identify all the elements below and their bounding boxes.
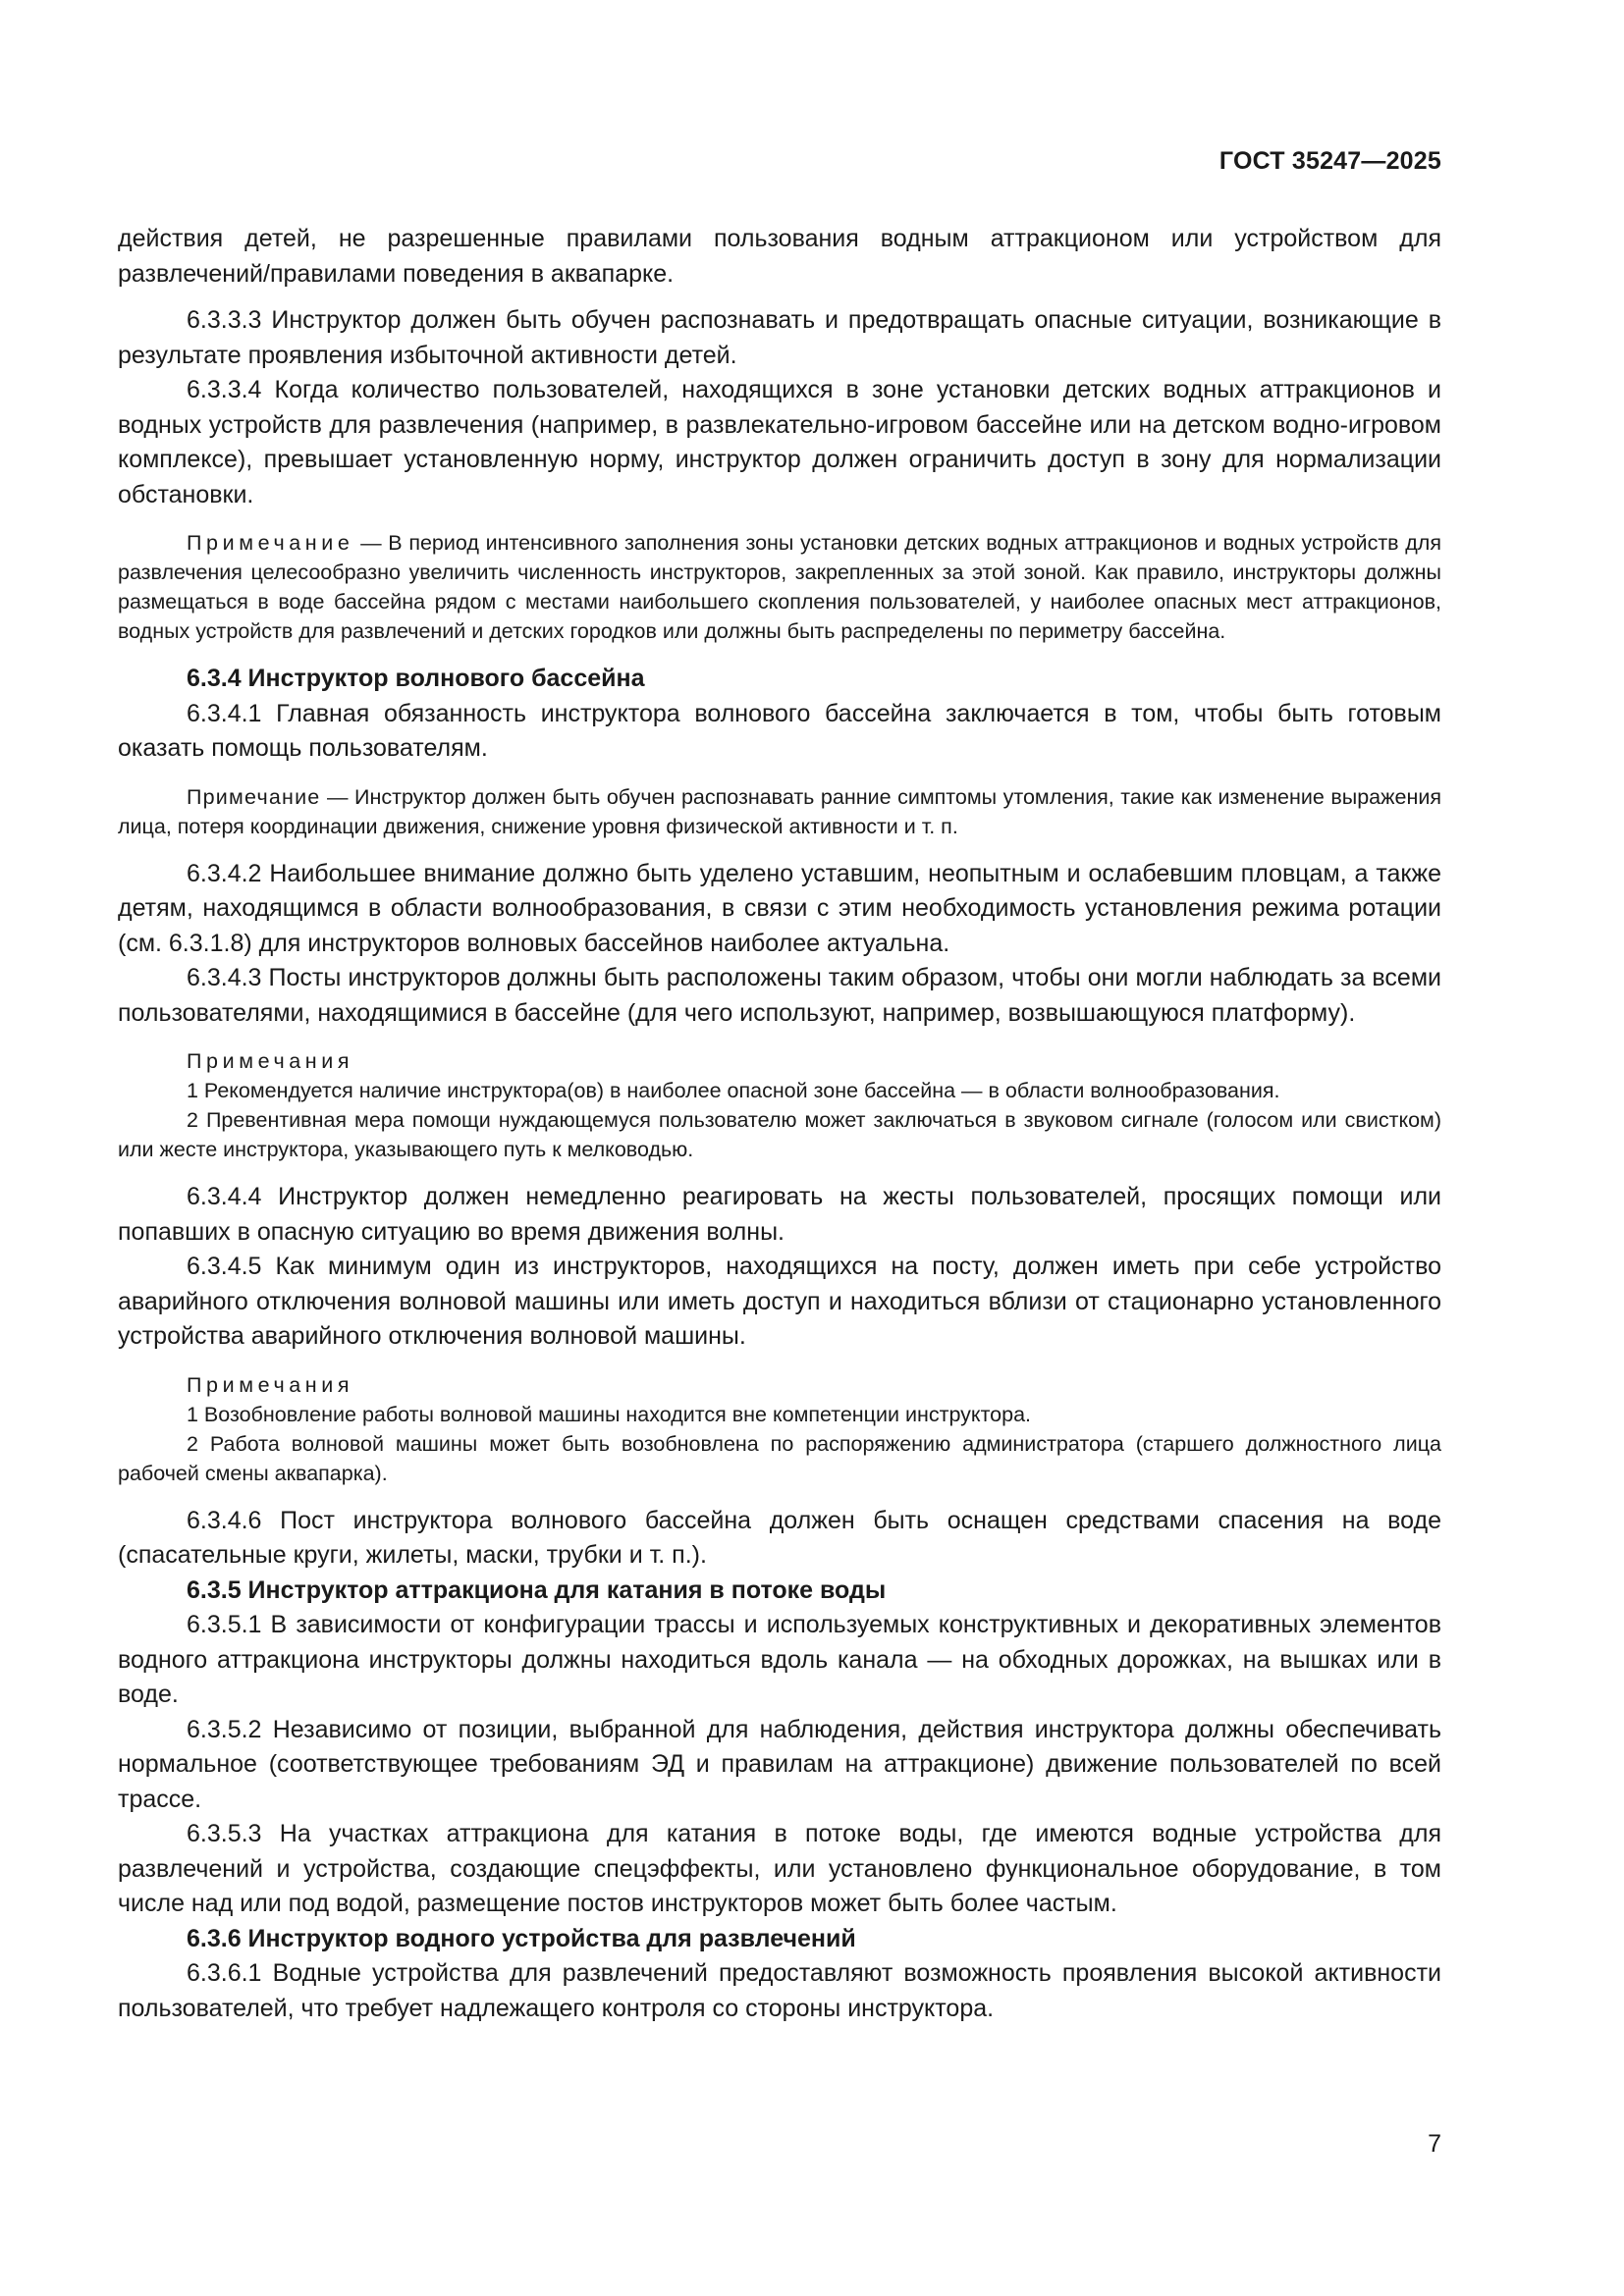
note-text: — Инструктор должен быть обучен распознавать ранние симптомы утомления, такие как изменение выражения лица, потеря координации движения, снижение уровня физической активности и т. п.	[118, 784, 1441, 838]
paragraph-continuation: действия детей, не разрешенные правилами пользования водным аттракционом или устройством для развлечений/правилами поведения в аквапарке.	[118, 225, 1441, 288]
paragraph-6-3-3-3: 6.3.3.3 Инструктор должен быть обучен распознавать и предотвращать опасные ситуации, возникающие в результате проявления избыточной активности детей.	[118, 306, 1441, 369]
note-text: — В период интенсивного заполнения зоны установки детских водных аттракционов и водных устройств для развлечения целесообразно увеличить численность инструкторов, закрепленных за этой зоной. Как правило, инструкторы должны размещаться в воде бассейна рядом с местами наибольшего скопления пользователей, у наиболее опасных мест аттракционов, водных устройств для развлечений и детских городков или должны быть распределены по периметру бассейна.	[118, 531, 1441, 643]
paragraph-6-3-4-6: 6.3.4.6 Пост инструктора волнового бассейна должен быть оснащен средствами спасения на воде (спасательные круги, жилеты, маски, трубки и т. п.).	[118, 1506, 1441, 1569]
section-heading-6-3-5: 6.3.5 Инструктор аттракциона для катания в потоке воды	[187, 1575, 887, 1604]
note-label: Примечание	[187, 784, 321, 809]
note-item: 2 Работа волновой машины может быть возобновлена по распоряжению администратора (старшего должностного лица рабочей смены аквапарка).	[118, 1431, 1441, 1485]
note-fatigue-symptoms	[118, 782, 1441, 841]
paragraph-6-3-4-4: 6.3.4.4 Инструктор должен немедленно реагировать на жесты пользователей, просящих помощи или попавших в опасную ситуацию во время движения волны.	[118, 1183, 1441, 1246]
document-header-id: ГОСТ 35247—2025	[1218, 147, 1441, 175]
document-body	[118, 222, 1441, 2026]
paragraph-6-3-4-3: 6.3.4.3 Посты инструкторов должны быть расположены таким образом, чтобы они могли наблюдать за всеми пользователями, находящимися в бассейне (для чего используют, например, возвышающуюся платформу).	[118, 964, 1441, 1027]
paragraph-6-3-4-1: 6.3.4.1 Главная обязанность инструктора волнового бассейна заключается в том, чтобы быть готовым оказать помощь пользователям.	[118, 699, 1441, 762]
note-item: 1 Рекомендуется наличие инструктора(ов) в наиболее опасной зоне бассейна — в области волнообразования.	[187, 1079, 1280, 1102]
section-heading-6-3-4: 6.3.4 Инструктор волнового бассейна	[187, 665, 645, 692]
note-intensive-filling	[118, 528, 1441, 646]
note-label: Примечание	[187, 531, 354, 555]
paragraph-6-3-6-1: 6.3.6.1 Водные устройства для развлечений предоставляют возможность проявления высокой активности пользователей, что требует надлежащего контроля со стороны инструктора.	[118, 1959, 1441, 2022]
notes-label: Примечания	[187, 1049, 354, 1073]
notes-label: Примечания	[187, 1372, 354, 1397]
page-number: 7	[1428, 2130, 1441, 2158]
paragraph-6-3-5-1: 6.3.5.1 В зависимости от конфигурации трассы и используемых конструктивных и декоративных элементов водного аттракциона инструкторы должны находиться вдоль канала — на обходных дорожках, на вышках или в воде.	[118, 1611, 1441, 1708]
note-item: 1 Возобновление работы волновой машины находится вне компетенции инструктора.	[187, 1402, 1032, 1426]
note-item: 2 Превентивная мера помощи нуждающемуся пользователю может заключаться в звуковом сигнале (голосом или свистком) или жесте инструктора, указывающего путь к мелководью.	[118, 1108, 1441, 1161]
paragraph-6-3-3-4: 6.3.3.4 Когда количество пользователей, находящихся в зоне установки детских водных аттракционов и водных устройств для развлечения (например, в развлекательно-игровом бассейне или на детском водно-игровом комплексе), превышает установленную норму, инструктор должен ограничить доступ в зону для нормализации обстановки.	[118, 376, 1441, 508]
section-heading-6-3-6: 6.3.6 Инструктор водного устройства для развлечений	[187, 1924, 856, 1952]
paragraph-6-3-5-2: 6.3.5.2 Независимо от позиции, выбранной для наблюдения, действия инструктора должны обеспечивать нормальное (соответствующее требованиям ЭД и правилам на аттракционе) движение пользователей по всей трассе.	[118, 1715, 1441, 1813]
paragraph-6-3-5-3: 6.3.5.3 На участках аттракциона для катания в потоке воды, где имеются водные устройства для развлечений и устройства, создающие спецэффекты, или установлено функциональное оборудование, в том числе над или под водой, размещение постов инструкторов может быть более частым.	[118, 1820, 1441, 1917]
paragraph-6-3-4-2: 6.3.4.2 Наибольшее внимание должно быть уделено уставшим, неопытным и ослабевшим пловцам, а также детям, находящимся в области волнообразования, в связи с этим необходимость установления режима ротации (см. 6.3.1.8) для инструкторов волновых бассейнов наиболее актуальна.	[118, 859, 1441, 957]
paragraph-6-3-4-5: 6.3.4.5 Как минимум один из инструкторов, находящихся на посту, должен иметь при себе устройство аварийного отключения волновой машины или иметь доступ и находиться вблизи от стационарно установленного устройства аварийного отключения волновой машины.	[118, 1253, 1441, 1350]
